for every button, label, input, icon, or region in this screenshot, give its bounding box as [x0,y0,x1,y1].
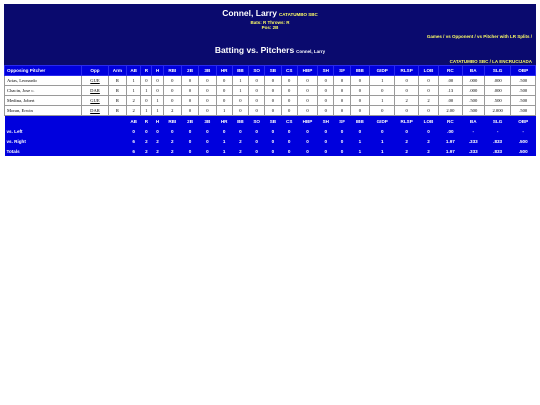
column-header[interactable]: IBB [350,66,369,76]
stat-cell: 0 [216,76,232,86]
page-title-sub: Connel, Larry [296,49,326,54]
column-header[interactable]: RC [439,66,462,76]
summary-stat-cell: 0 [249,146,265,156]
stat-cell: 1 [232,86,248,96]
summary-stat-cell: 0 [181,136,198,146]
table-row [5,106,536,116]
summary-column-header: 3B [199,116,216,127]
summary-stat-cell: 0 [163,126,181,136]
split-links [427,34,532,39]
summary-column-header: IBB [350,116,369,127]
summary-stat-cell: .333 [462,146,484,156]
summary-stat-cell: 1 [370,136,395,146]
stat-cell: .500 [462,106,484,116]
summary-stat-cell: 2 [232,146,248,156]
stat-cell: 1 [141,106,152,116]
column-header[interactable]: BA [462,66,484,76]
summary-stat-cell: 2 [141,136,152,146]
stat-cell: 1 [127,86,141,96]
summary-stat-cell: 0 [127,126,141,136]
stat-cell: 0 [281,86,297,96]
summary-stat-cell: 0 [418,126,438,136]
summary-stat-cell: 1 [216,136,232,146]
stat-cell: 1 [152,96,163,106]
summary-stat-cell: 1 [370,146,395,156]
stat-cell: 2 [395,96,418,106]
column-header[interactable]: SO [249,66,265,76]
table-body [5,76,536,116]
column-header[interactable]: SB [265,66,281,76]
summary-stat-cell: 1.97 [439,146,462,156]
opponent-link[interactable]: GUE [82,96,108,106]
stat-cell: 0 [199,106,216,116]
stat-cell: 0 [232,96,248,106]
summary-stat-cell: 0 [334,146,350,156]
stat-cell: 0 [181,86,198,96]
summary-stat-cell: 0 [370,126,395,136]
summary-column-header: HR [216,116,232,127]
summary-stat-cell: 0 [334,126,350,136]
column-header[interactable]: CS [281,66,297,76]
stat-cell: 0 [141,76,152,86]
stat-cell: 0 [216,96,232,106]
summary-stat-cell: 0 [297,146,317,156]
column-header[interactable]: 3B [199,66,216,76]
stat-cell: 0 [265,96,281,106]
stat-cell: 1 [127,76,141,86]
stat-cell: 0 [163,86,181,96]
stat-cell: 0 [152,76,163,86]
column-header[interactable]: SF [334,66,350,76]
stat-cell: 0 [249,96,265,106]
summary-column-header: RLSP [395,116,418,127]
summary-body [5,116,536,157]
summary-row-label: vs. Left [5,126,127,136]
summary-stat-cell: 0 [152,126,163,136]
column-header[interactable]: Opp [82,66,108,76]
pitcher-table [4,65,536,156]
stat-cell: 0 [418,76,438,86]
summary-stat-cell: .333 [462,136,484,146]
summary-stat-cell: 2 [141,146,152,156]
summary-row-label: Totals [5,146,127,156]
summary-column-header: CS [281,116,297,127]
page-title-line [4,45,536,55]
stat-cell: 0 [318,86,334,96]
summary-stat-cell: 0 [265,126,281,136]
stat-cell: 0 [334,96,350,106]
summary-stat-cell: 2 [395,136,418,146]
opponent-link[interactable]: DAR [82,106,108,116]
column-header[interactable]: RLSP [395,66,418,76]
summary-stat-cell: 0 [395,126,418,136]
stat-cell: 0 [281,106,297,116]
stat-cell: .500 [511,86,536,96]
summary-stat-cell: 6 [127,146,141,156]
summary-stat-cell: 2 [232,136,248,146]
stat-cell: 0 [395,76,418,86]
summary-column-header: SB [265,116,281,127]
opponent-link[interactable]: GUE [82,76,108,86]
player-name: Connel, Larry [222,8,278,18]
column-header[interactable]: GIDP [370,66,395,76]
stat-cell: 1 [370,96,395,106]
summary-stat-cell: .500 [511,146,536,156]
stat-cell: 0 [265,86,281,96]
table-row [5,86,536,96]
team-abbr: CATATUMBO SBC [279,12,318,17]
stat-cell: .000 [462,86,484,96]
stat-cell: 0 [281,96,297,106]
summary-column-header: H [152,116,163,127]
link-sep: / [473,34,477,39]
summary-stat-cell: 2 [418,136,438,146]
summary-row-label: vs. Right [5,136,127,146]
summary-header-spacer [82,116,108,127]
column-header[interactable]: 2B [181,66,198,76]
stat-cell: 0 [297,96,317,106]
summary-stat-cell: .00 [439,126,462,136]
column-header[interactable]: R [141,66,152,76]
summary-stat-cell: 0 [281,146,297,156]
summary-stat-cell: 0 [232,126,248,136]
pitcher-name: Chacin, Jose c. [5,86,82,96]
stat-cell: R [108,96,126,106]
summary-stat-cell: .500 [511,136,536,146]
stat-cell: .00 [439,96,462,106]
summary-stat-cell: 2 [152,136,163,146]
summary-stat-cell: 0 [297,126,317,136]
stat-cell: 0 [265,76,281,86]
summary-stat-cell: 0 [199,146,216,156]
summary-column-header: SF [334,116,350,127]
link-vs-opponent[interactable]: vs Opponent [445,34,474,39]
page [4,4,536,156]
stat-cell: 0 [350,86,369,96]
column-header[interactable]: SLG [484,66,510,76]
stat-cell: 0 [350,76,369,86]
column-header[interactable]: HR [216,66,232,76]
summary-stat-cell: 0 [350,126,369,136]
column-header[interactable]: H [152,66,163,76]
summary-column-header: RC [439,116,462,127]
summary-stat-cell: 0 [281,136,297,146]
breadcrumb: CATATUMBO SBC / LA ENCRUCIJADA [449,59,532,64]
stat-cell: .00 [439,76,462,86]
stat-cell: 2 [418,96,438,106]
summary-stat-cell: 2 [418,146,438,156]
stat-cell: R [108,86,126,96]
stat-cell: 2 [163,106,181,116]
stat-cell: 1 [141,86,152,96]
stat-cell: 0 [199,86,216,96]
summary-row [5,136,536,146]
stat-cell: 1 [232,76,248,86]
column-header[interactable]: RBI [163,66,181,76]
summary-stat-cell: - [511,126,536,136]
stat-cell: 0 [181,76,198,86]
summary-stat-cell: 0 [199,136,216,146]
summary-header [5,116,536,127]
player-name-line [4,8,536,18]
summary-column-header: R [141,116,152,127]
stat-cell: 0 [265,106,281,116]
stat-cell: .000 [462,76,484,86]
stat-cell: 0 [318,96,334,106]
summary-header-spacer [108,116,126,127]
stat-cell: 0 [318,76,334,86]
summary-stat-cell: 0 [297,136,317,146]
summary-column-header: BA [462,116,484,127]
stat-cell: 0 [199,96,216,106]
summary-column-header: BB [232,116,248,127]
summary-stat-cell: 0 [265,136,281,146]
summary-column-header: AB [127,116,141,127]
summary-stat-cell: 6 [127,136,141,146]
summary-stat-cell: 0 [281,126,297,136]
stat-cell: .500 [511,106,536,116]
stat-cell: 0 [350,96,369,106]
stat-cell: 2.00 [439,106,462,116]
stat-cell: 2.000 [484,106,510,116]
summary-column-header: 2B [181,116,198,127]
stat-cell: .000 [484,76,510,86]
stat-cell: 0 [318,106,334,116]
stat-cell: 0 [334,86,350,96]
stat-cell: .000 [484,86,510,96]
bats-throws: Bats: R Throws: R [250,20,290,25]
summary-stat-cell: 1 [350,136,369,146]
stat-cell: 0 [395,86,418,96]
summary-column-header: LOB [418,116,438,127]
stat-cell: 0 [152,86,163,96]
summary-stat-cell: 0 [216,126,232,136]
opponent-link[interactable]: DAR [82,86,108,96]
summary-stat-cell: 2 [152,146,163,156]
stat-cell: .500 [462,96,484,106]
column-header[interactable]: AB [127,66,141,76]
summary-stat-cell: 1 [350,146,369,156]
stat-cell: 0 [395,106,418,116]
summary-stat-cell: .833 [484,146,510,156]
header-banner [4,4,536,65]
stat-cell: 0 [181,96,198,106]
summary-column-header: GIDP [370,116,395,127]
summary-row [5,146,536,156]
stat-cell: 1 [370,76,395,86]
stat-cell: 0 [163,76,181,86]
stat-cell: 0 [370,86,395,96]
stat-cell: 0 [181,106,198,116]
stat-cell: .13 [439,86,462,96]
column-header[interactable]: SH [318,66,334,76]
summary-stat-cell: 0 [318,126,334,136]
stat-cell: 0 [418,106,438,116]
summary-stat-cell: 0 [318,136,334,146]
summary-stat-cell: 1 [216,146,232,156]
column-header[interactable]: OBP [511,66,536,76]
column-header[interactable]: Arm [108,66,126,76]
summary-column-header: SH [318,116,334,127]
stat-cell: 2 [127,106,141,116]
summary-stat-cell: 0 [249,136,265,146]
stat-cell: .500 [511,96,536,106]
stat-cell: 0 [249,76,265,86]
stat-cell: 0 [163,96,181,106]
summary-stat-cell: 0 [199,126,216,136]
pitcher-name: Medina, Jobert [5,96,82,106]
summary-column-header: HBP [297,116,317,127]
stat-cell: 0 [199,76,216,86]
page-title: Batting vs. Pitchers [214,45,295,55]
summary-column-header: RBI [163,116,181,127]
column-header[interactable]: BB [232,66,248,76]
stat-cell: .500 [484,96,510,106]
column-header[interactable]: Opposing Pitcher [5,66,82,76]
summary-header-spacer [5,116,82,127]
summary-stat-cell: - [484,126,510,136]
link-vs-pitcher-lr-splits[interactable]: vs Pitcher with LR Splits [476,34,530,39]
summary-stat-cell: 0 [181,146,198,156]
summary-column-header: OBP [511,116,536,127]
summary-stat-cell: 0 [265,146,281,156]
stat-cell: R [108,106,126,116]
stat-cell: 0 [297,106,317,116]
summary-stat-cell: 0 [318,146,334,156]
stat-cell: 2 [127,96,141,106]
summary-column-header: SLG [484,116,510,127]
link-sep: / [441,34,446,39]
stat-cell: 0 [249,106,265,116]
stat-cell: .500 [511,76,536,86]
stat-cell: 1 [152,106,163,116]
stat-cell: 0 [141,96,152,106]
summary-stat-cell: 2 [395,146,418,156]
summary-stat-cell: .833 [484,136,510,146]
summary-stat-cell: - [462,126,484,136]
column-header[interactable]: HBP [297,66,317,76]
stat-cell: 0 [350,106,369,116]
stat-cell: 0 [418,86,438,96]
summary-stat-cell: 1.97 [439,136,462,146]
link-games[interactable]: Games [426,34,442,39]
stat-cell: 0 [334,76,350,86]
table-header [5,66,536,76]
pitcher-name: Moran, Erwin [5,106,82,116]
stat-cell: 0 [370,106,395,116]
position: Pos: 2B [261,25,279,30]
stat-cell: 0 [216,86,232,96]
summary-stat-cell: 2 [163,136,181,146]
stat-cell: 0 [249,86,265,96]
summary-column-header: SO [249,116,265,127]
column-header[interactable]: LOB [418,66,438,76]
summary-stat-cell: 0 [141,126,152,136]
stat-cell: 0 [297,76,317,86]
stat-cell: 0 [334,106,350,116]
stat-cell: 0 [297,86,317,96]
stat-cell: R [108,76,126,86]
stat-cell: 0 [232,106,248,116]
summary-stat-cell: 0 [181,126,198,136]
stat-cell: 0 [281,76,297,86]
summary-stat-cell: 2 [163,146,181,156]
link-sep: / [529,34,532,39]
table-row [5,96,536,106]
summary-stat-cell: 0 [249,126,265,136]
summary-row [5,126,536,136]
table-row [5,76,536,86]
summary-stat-cell: 0 [334,136,350,146]
stat-cell: 1 [216,106,232,116]
pitcher-name: Arias, Leonardo [5,76,82,86]
